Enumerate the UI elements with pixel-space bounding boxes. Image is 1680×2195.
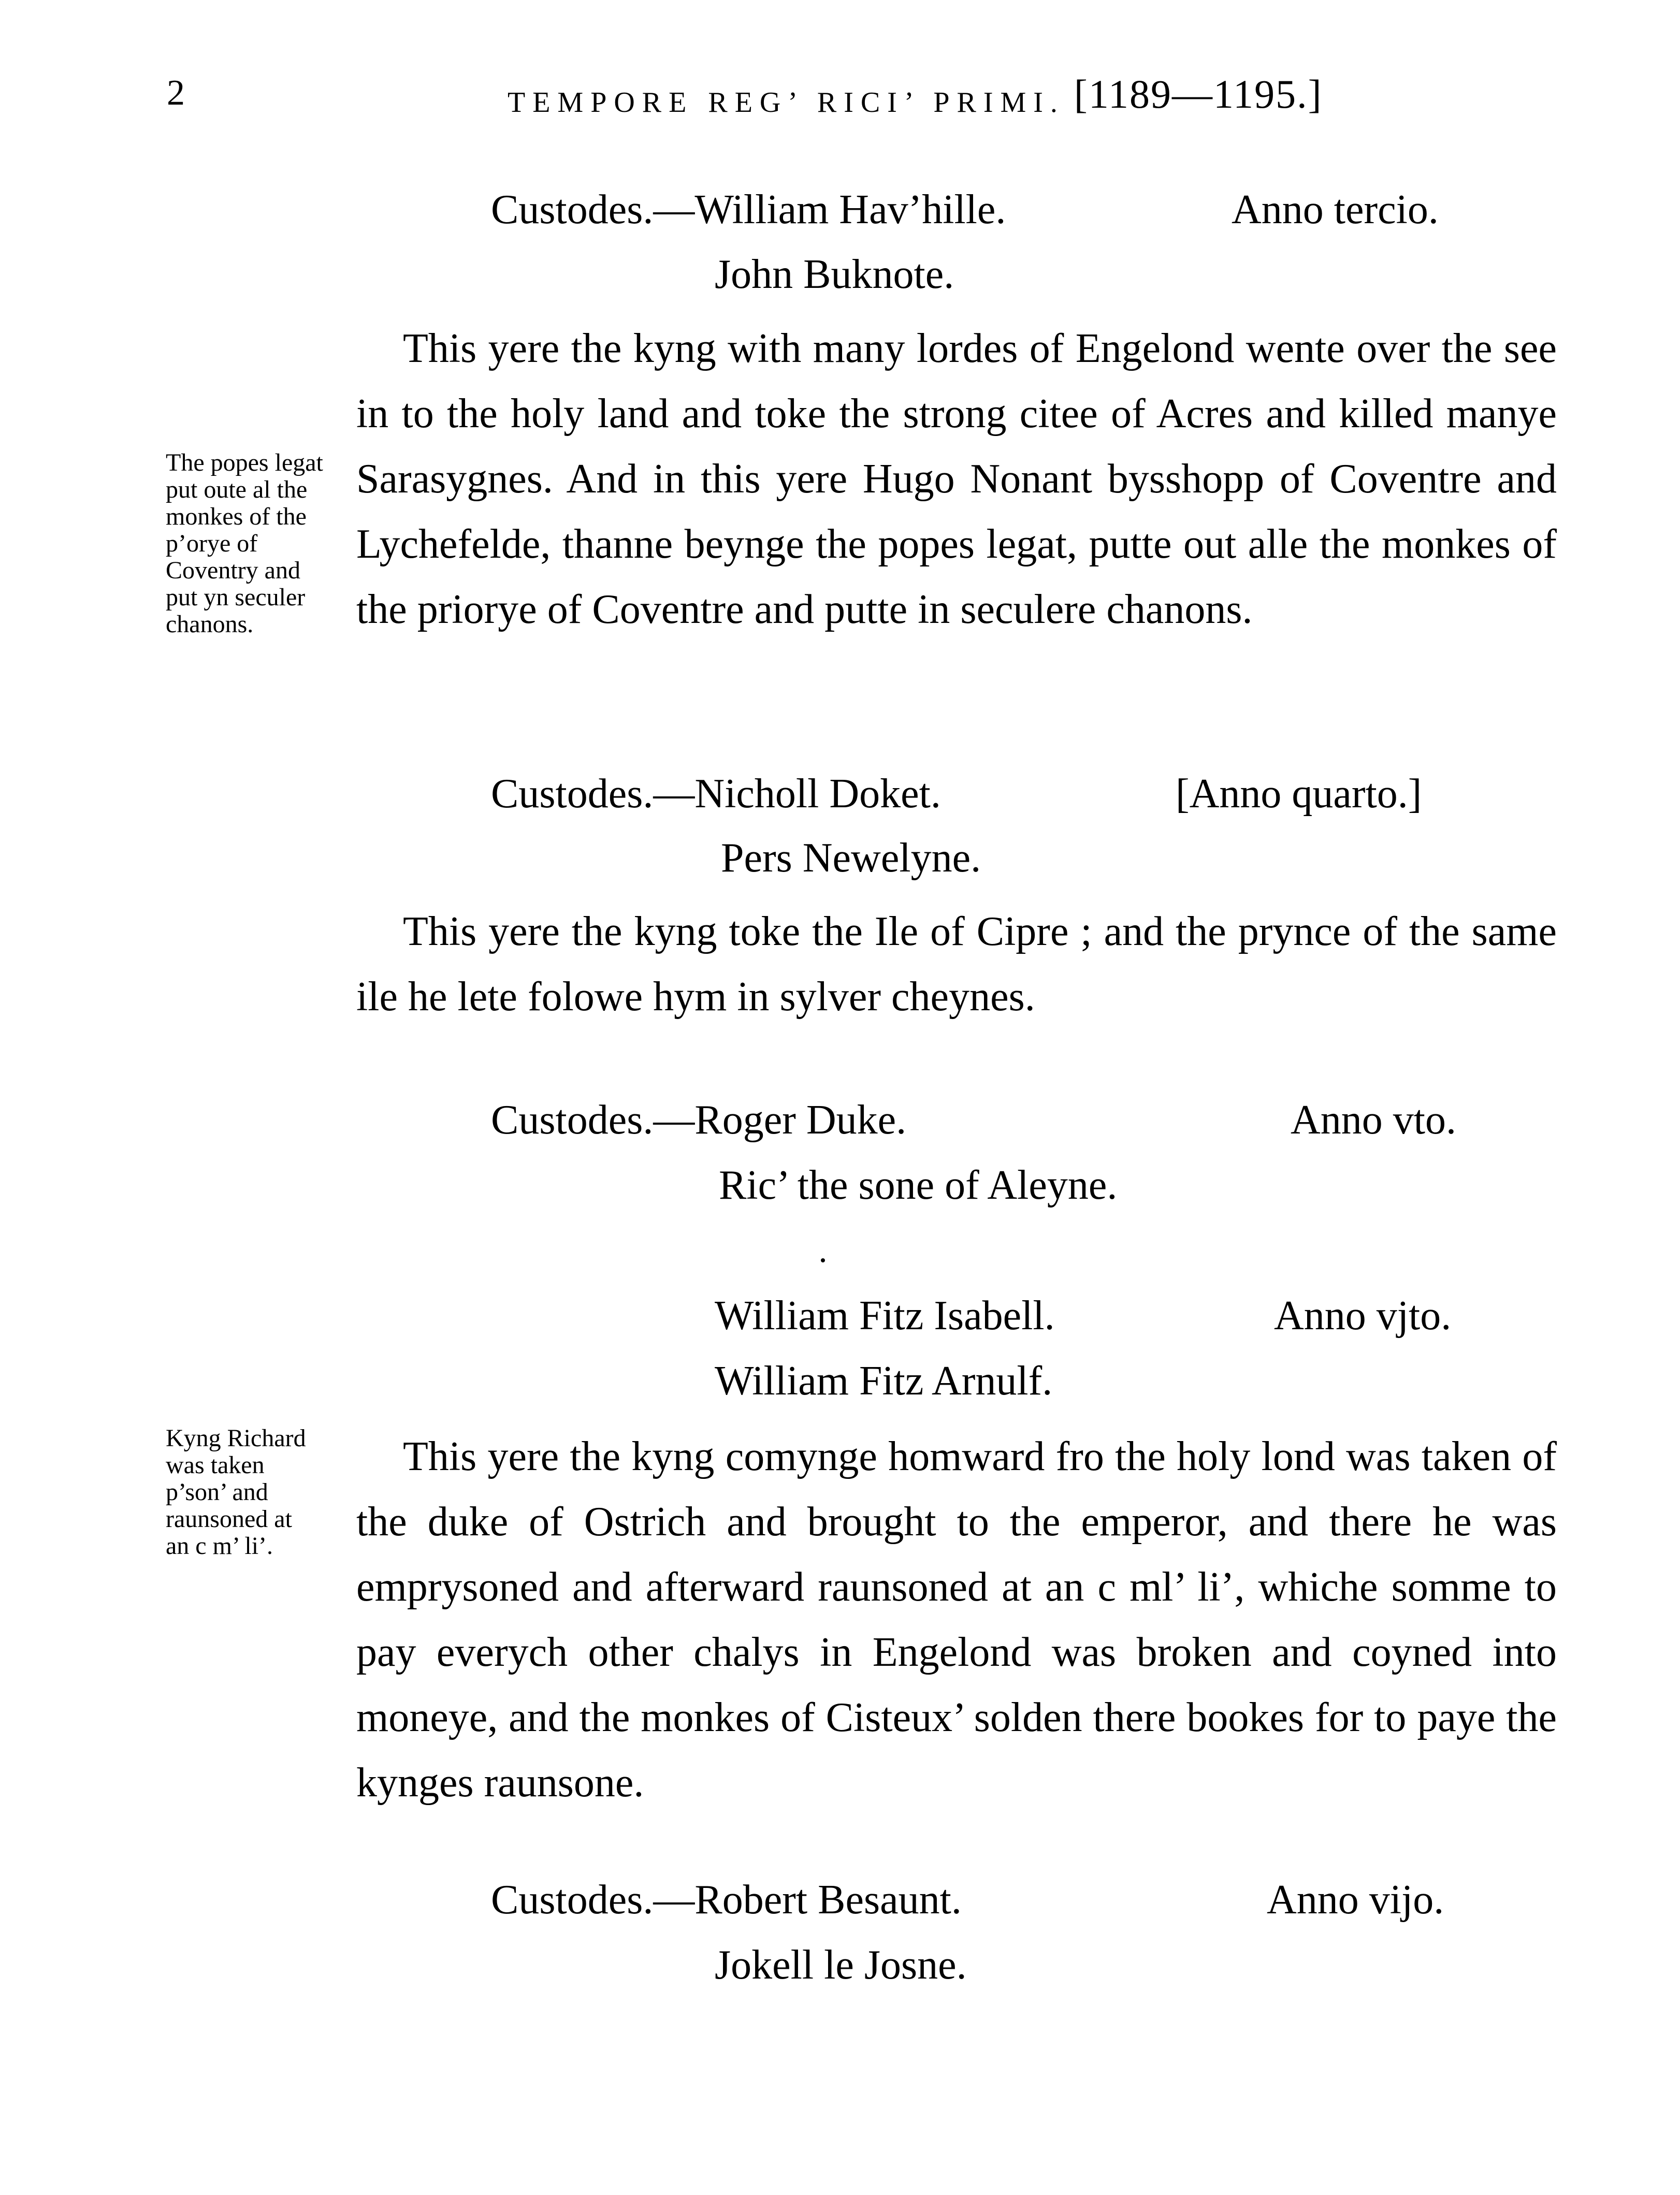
anno-label: Anno vijo.	[1267, 1877, 1444, 1923]
second-custos: John Buknote.	[715, 252, 954, 297]
anno-label: [Anno quarto.]	[1176, 771, 1422, 817]
sidenote-popes-legat: The popes legat put oute al the monkes of the p’orye of Coventry and put yn seculer chanons.	[166, 449, 323, 638]
second-custos: Ric’ the sone of Aleyne.	[719, 1162, 1118, 1208]
stray-dot	[821, 1258, 825, 1262]
second-custos: William Fitz Arnulf.	[715, 1358, 1053, 1404]
paragraph-text: This yere the kyng with many lordes of Engelond wente over the see in to the holy land and toke the strong citee of Acres and killed manye Sarasygnes. And in this yere Hugo Nonant bysshopp of Coventre and Lychefelde, thanne beynge the popes legat, putte out alle the monkes of the priorye of Coventre and putte in seculere chanons.	[356, 326, 1557, 632]
paragraph-year3	[356, 316, 1557, 642]
running-title-years: [1189—1195.]	[1074, 71, 1323, 117]
custodes-line: Custodes.—Nicholl Doket.	[491, 771, 941, 817]
custodes-line: Custodes.—William Hav’hille.	[491, 187, 1006, 232]
paragraph-text: This yere the kyng comynge homward fro the holy lond was taken of the duke of Ostrich and brought to the emperor, and there he was emprysoned and afterward raunsoned at an c ml’ li’, whiche somme to pay everych other chalys in Engelond was broken and coyned into moneye, and the monkes of Cisteux’ solden there bookes for to paye the kynges raunsone.	[356, 1434, 1557, 1806]
custodes-line: Custodes.—Robert Besaunt.	[491, 1877, 962, 1923]
anno-label: Anno vto.	[1291, 1097, 1456, 1143]
custodes-line: Custodes.—Roger Duke.	[491, 1097, 907, 1143]
anno-label: Anno tercio.	[1232, 187, 1439, 232]
paragraph-year6	[356, 1424, 1557, 1815]
running-title	[508, 71, 1323, 122]
paragraph-year4	[356, 899, 1557, 1029]
paragraph-text: This yere the kyng toke the Ile of Cipre ; and the prynce of the same ile he lete folowe hym in sylver cheynes.	[356, 909, 1557, 1020]
anno-label: Anno vjto.	[1274, 1293, 1452, 1339]
second-custos: Jokell le Josne.	[715, 1942, 967, 1988]
page-number: 2	[167, 73, 185, 113]
second-custos: Pers Newelyne.	[721, 835, 981, 881]
running-title-text: TEMPORE REG’ RICI’ PRIMI.	[508, 86, 1065, 119]
sidenote-kyng-richard: Kyng Richard was taken p’son’ and raunsoned at an c m’ li’.	[166, 1424, 306, 1560]
custos-line: William Fitz Isabell.	[715, 1293, 1055, 1339]
